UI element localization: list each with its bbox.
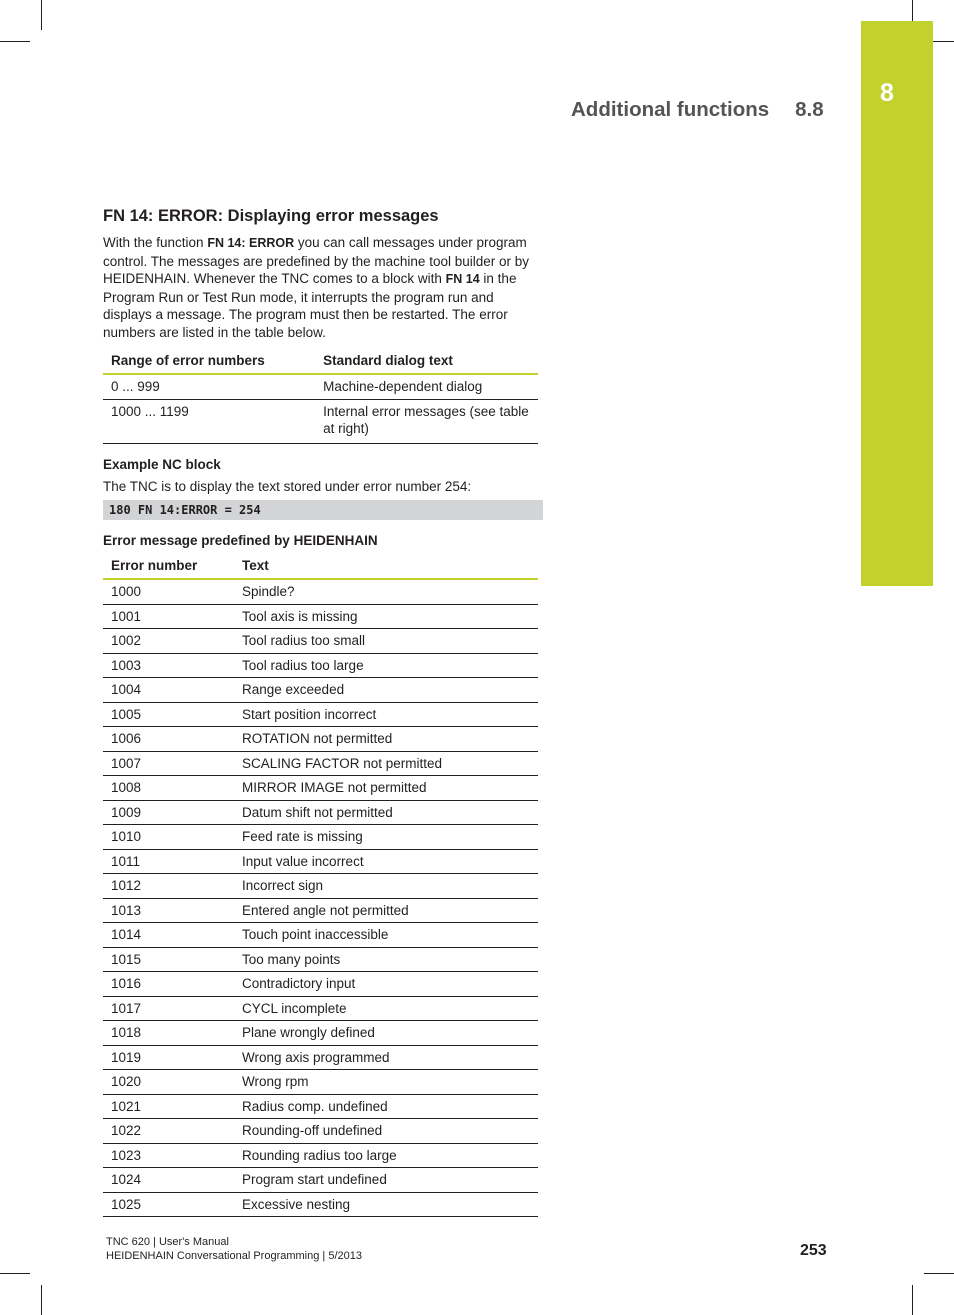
error-text-cell: Touch point inaccessible xyxy=(242,923,538,948)
table-row xyxy=(103,825,538,850)
table-row xyxy=(103,399,538,443)
error-text-cell: Program start undefined xyxy=(242,1168,538,1193)
table-row xyxy=(103,604,538,629)
table-row xyxy=(103,923,538,948)
crop-mark xyxy=(41,1285,42,1315)
table-row xyxy=(103,996,538,1021)
error-text-cell: Tool radius too small xyxy=(242,629,538,654)
table-row xyxy=(103,727,538,752)
error-text-cell: Excessive nesting xyxy=(242,1192,538,1217)
table-cell: Internal error messages (see table at right) xyxy=(315,399,538,443)
crop-mark xyxy=(0,41,30,42)
crop-mark xyxy=(0,1273,30,1274)
table-row xyxy=(103,947,538,972)
error-number-cell: 1016 xyxy=(103,972,242,997)
table-row xyxy=(103,1168,538,1193)
table-row xyxy=(103,1143,538,1168)
example-heading: Example NC block xyxy=(103,456,221,472)
footer-line-2: HEIDENHAIN Conversational Programming | 5/2013 xyxy=(106,1250,362,1262)
table-row xyxy=(103,1119,538,1144)
intro-paragraph xyxy=(103,234,543,342)
error-number-cell: 1017 xyxy=(103,996,242,1021)
error-number-cell: 1000 xyxy=(103,579,242,604)
error-text-cell: Too many points xyxy=(242,947,538,972)
error-text-cell: Range exceeded xyxy=(242,678,538,703)
crop-mark xyxy=(912,1285,913,1315)
table-row xyxy=(103,702,538,727)
error-number-cell: 1018 xyxy=(103,1021,242,1046)
table-header-row xyxy=(103,554,538,579)
main-content xyxy=(103,205,543,1217)
table-row xyxy=(103,800,538,825)
error-text-cell: Datum shift not permitted xyxy=(242,800,538,825)
column-header: Range of error numbers xyxy=(103,349,315,374)
table-row xyxy=(103,972,538,997)
error-text-cell: Tool radius too large xyxy=(242,653,538,678)
error-number-cell: 1015 xyxy=(103,947,242,972)
crop-mark xyxy=(924,1273,954,1274)
error-number-cell: 1005 xyxy=(103,702,242,727)
intro-code-1: FN 14: ERROR xyxy=(207,236,295,250)
intro-code-2: FN 14 xyxy=(445,272,480,287)
error-number-cell: 1013 xyxy=(103,898,242,923)
table-row xyxy=(103,678,538,703)
intro-text-1: With the function xyxy=(103,235,208,250)
running-head xyxy=(571,98,824,122)
error-number-cell: 1010 xyxy=(103,825,242,850)
table-cell: Machine-dependent dialog xyxy=(315,374,538,400)
error-number-cell: 1009 xyxy=(103,800,242,825)
example-text: The TNC is to display the text stored under error number 254: xyxy=(103,478,472,494)
table-row xyxy=(103,1192,538,1217)
table-row xyxy=(103,653,538,678)
running-head-title: Additional functions xyxy=(571,98,770,121)
error-text-cell: Radius comp. undefined xyxy=(242,1094,538,1119)
intro-text-2: you can call messages under program control. The messages are predefined by the machine tool builder or by HEIDENHAIN. Whenever the TNC comes to a block with xyxy=(103,235,529,287)
nc-code-block: 180 FN 14:ERROR = 254 xyxy=(103,500,543,520)
table-row xyxy=(103,776,538,801)
error-number-cell: 1001 xyxy=(103,604,242,629)
error-text-cell: SCALING FACTOR not permitted xyxy=(242,751,538,776)
error-number-cell: 1006 xyxy=(103,727,242,752)
column-header: Standard dialog text xyxy=(315,349,538,374)
page-number: 253 xyxy=(800,1242,827,1259)
table-row xyxy=(103,579,538,604)
column-header: Text xyxy=(242,554,538,579)
error-number-cell: 1004 xyxy=(103,678,242,703)
error-number-cell: 1002 xyxy=(103,629,242,654)
error-range-table xyxy=(103,349,538,444)
error-text-cell: CYCL incomplete xyxy=(242,996,538,1021)
error-table-heading: Error message predefined by HEIDENHAIN xyxy=(103,533,378,549)
error-number-cell: 1003 xyxy=(103,653,242,678)
table-header-row xyxy=(103,349,538,374)
table-row xyxy=(103,1045,538,1070)
error-text-cell: MIRROR IMAGE not permitted xyxy=(242,776,538,801)
error-number-cell: 1023 xyxy=(103,1143,242,1168)
footer-line-1: TNC 620 | User's Manual xyxy=(106,1236,229,1248)
table-row xyxy=(103,751,538,776)
intro-text-3: in the Program Run or Test Run mode, it interrupts the program run and displays a message. The program must then be restarted. The error numbers are listed in the table below. xyxy=(103,271,517,340)
table-row xyxy=(103,1094,538,1119)
error-text-cell: Start position incorrect xyxy=(242,702,538,727)
running-head-section: 8.8 xyxy=(795,98,824,121)
error-text-cell: Plane wrongly defined xyxy=(242,1021,538,1046)
error-number-cell: 1008 xyxy=(103,776,242,801)
table-row xyxy=(103,1070,538,1095)
error-text-cell: ROTATION not permitted xyxy=(242,727,538,752)
footer xyxy=(106,1235,362,1263)
error-number-cell: 1021 xyxy=(103,1094,242,1119)
error-number-cell: 1022 xyxy=(103,1119,242,1144)
error-text-cell: Contradictory input xyxy=(242,972,538,997)
table-row xyxy=(103,374,538,400)
error-text-cell: Rounding-off undefined xyxy=(242,1119,538,1144)
error-number-cell: 1012 xyxy=(103,874,242,899)
error-number-cell: 1025 xyxy=(103,1192,242,1217)
table-row xyxy=(103,1021,538,1046)
error-text-cell: Incorrect sign xyxy=(242,874,538,899)
error-text-cell: Rounding radius too large xyxy=(242,1143,538,1168)
table-row xyxy=(103,849,538,874)
error-number-cell: 1014 xyxy=(103,923,242,948)
error-text-cell: Spindle? xyxy=(242,579,538,604)
chapter-tab xyxy=(861,21,933,586)
chapter-number: 8 xyxy=(880,79,894,107)
error-number-cell: 1011 xyxy=(103,849,242,874)
error-message-table xyxy=(103,554,538,1217)
error-number-cell: 1007 xyxy=(103,751,242,776)
error-text-cell: Input value incorrect xyxy=(242,849,538,874)
error-number-cell: 1019 xyxy=(103,1045,242,1070)
error-text-cell: Feed rate is missing xyxy=(242,825,538,850)
table-row xyxy=(103,874,538,899)
crop-mark xyxy=(41,0,42,30)
error-text-cell: Tool axis is missing xyxy=(242,604,538,629)
error-number-cell: 1020 xyxy=(103,1070,242,1095)
error-text-cell: Entered angle not permitted xyxy=(242,898,538,923)
table-row xyxy=(103,629,538,654)
table-cell: 1000 ... 1199 xyxy=(103,399,315,443)
section-title: FN 14: ERROR: Displaying error messages xyxy=(103,207,439,225)
error-text-cell: Wrong axis programmed xyxy=(242,1045,538,1070)
table-row xyxy=(103,898,538,923)
column-header: Error number xyxy=(103,554,242,579)
error-number-cell: 1024 xyxy=(103,1168,242,1193)
table-cell: 0 ... 999 xyxy=(103,374,315,400)
error-text-cell: Wrong rpm xyxy=(242,1070,538,1095)
